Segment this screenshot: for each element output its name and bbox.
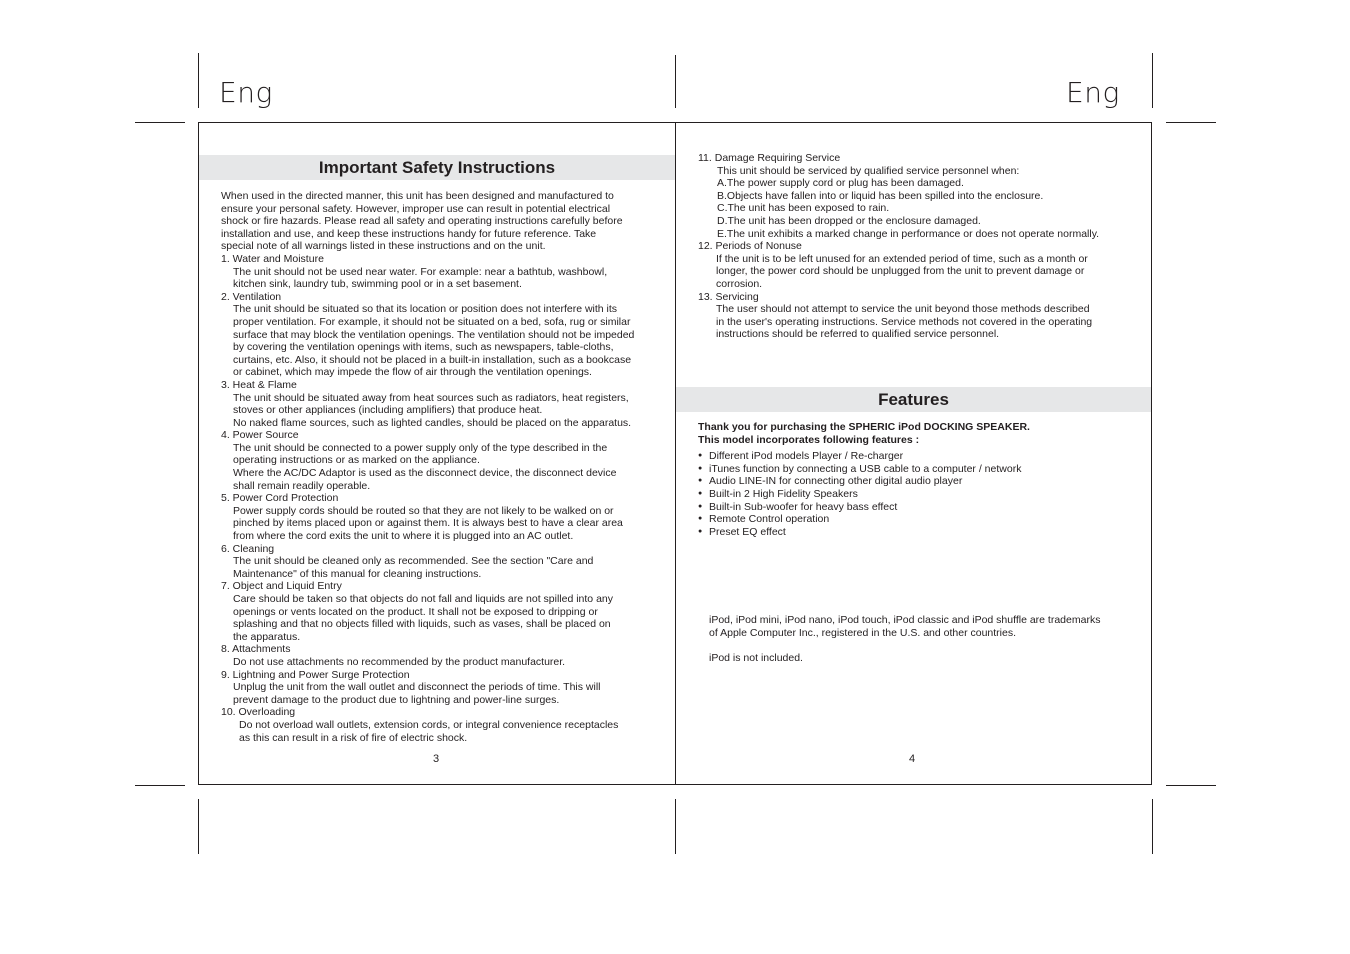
crop-mark (135, 785, 185, 786)
list-item: ● Different iPod models Player / Re-charger (698, 450, 1143, 463)
crop-mark (1166, 785, 1216, 786)
ipod-not-included-note: iPod is not included. (709, 651, 803, 664)
section-cleaning: 6. Cleaning The unit should be cleaned only as recommended. See the section "Care and Maintenance" of this manual for cleaning instructions. (221, 542, 594, 580)
section-lightning: 9. Lightning and Power Surge Protection Unplug the unit from the wall outlet and disconnect the periods of time. This will prevent damage to the product due to lightning and power-line surges. (221, 668, 601, 706)
crop-mark (135, 122, 185, 123)
section-servicing: 13. Servicing The user should not attempt to service the unit beyond those methods described in the user's operating instructions. Service methods not covered in the operating instructions should be referred to qualified service personnel. (698, 290, 1093, 341)
features-intro: Thank you for purchasing the SPHERIC iPod DOCKING SPEAKER. (698, 421, 1030, 433)
section-water-moisture: 1. Water and Moisture The unit should not be used near water. For example: near a bathtub, washbowl, kitchen sink, laundry tub, swimming pool or in a set basement. (221, 252, 608, 291)
crop-mark (675, 55, 676, 108)
safety-intro: When used in the directed manner, this unit has been designed and manufactured to ensure your personal safety. However, improper use can result in potential electrical shock or fire hazards. Please read all safety and operating instructions carefully before installation and use, and keep these instructions handy for future reference. Take special note of all warnings listed in these instructions and on the unit. (221, 190, 623, 253)
list-item: ● Audio LINE-IN for connecting other digital audio player (698, 475, 1143, 488)
section-object-liquid: 7. Object and Liquid Entry Care should be taken so that objects do not fall and liquids are not spilled into any openings or vents located on the product. It shall not be exposed to dripping or splashing and that no objects filled with liquids, such as vases, shall be placed on the apparatus. (221, 580, 613, 643)
features-content (698, 421, 1143, 538)
page-number-right: 4 (909, 753, 916, 765)
list-item: ● Built-in 2 High Fidelity Speakers (698, 488, 1143, 501)
section-overloading: 10. Overloading Do not overload wall outlets, extension cords, or integral convenience receptacles as this can result in a risk of fire of electric shock. (221, 706, 619, 744)
features-title: Features (676, 387, 1151, 412)
language-label-right: Eng (1066, 76, 1120, 109)
features-list (698, 450, 1143, 538)
language-label-left: Eng (219, 76, 273, 109)
crop-mark (198, 799, 199, 854)
list-item: ● Preset EQ effect (698, 526, 1143, 539)
list-item: ● Remote Control operation (698, 513, 1143, 526)
page-number-left: 3 (433, 753, 440, 765)
crop-mark (675, 799, 676, 854)
safety-title: Important Safety Instructions (199, 155, 675, 180)
page-divider (675, 122, 676, 785)
safety-content (221, 190, 671, 744)
crop-mark (1152, 799, 1153, 854)
service-content (698, 152, 1143, 341)
trademark-notice: iPod, iPod mini, iPod nano, iPod touch, iPod classic and iPod shuffle are trademarks of Apple Computer Inc., registered in the U.S. and other countries. iPod is not included. (709, 614, 1149, 664)
list-item: ● iTunes function by connecting a USB cable to a computer / network (698, 463, 1143, 476)
section-attachments: 8. Attachments Do not use attachments no recommended by the product manufacturer. (221, 643, 566, 668)
features-intro: This model incorporates following features : (698, 433, 920, 446)
list-item: ● Built-in Sub-woofer for heavy bass effect (698, 501, 1143, 514)
section-power-cord: 5. Power Cord Protection Power supply cords should be routed so that they are not likely to be walked on or pinched by items placed upon or against them. It is always best to have a clear area from where the cord exits the unit to where it is plugged into an AC outlet. (221, 492, 623, 543)
section-power-source: 4. Power Source The unit should be connected to a power supply only of the type described in the operating instructions or as marked on the appliance. Where the AC/DC Adaptor is used as the disconnect device, the disconnect device shall remain readily operable. (221, 429, 617, 492)
section-ventilation: 2. Ventilation The unit should be situated so that its location or position does not interfere with its proper ventilation. For example, it should not be situated on a bed, sofa, rug or similar surface that may block the ventilation openings. The ventilation should not be impeded by covering the ventilation openings with items, such as newspapers, table-cloths, curtains, etc. Also, it should not be placed in a built-in installation, such as a bookcase or cabinet, which may impede the flow of air through the ventilation openings. (221, 290, 635, 379)
crop-mark (198, 53, 199, 108)
section-nonuse: 12. Periods of Nonuse If the unit is to be left unused for an extended period of time, such as a month or longer, the power cord should be unplugged from the unit to prevent damage or corrosion. (698, 240, 1088, 290)
section-damage-service: 11. Damage Requiring Service This unit should be serviced by qualified service personnel when: A.The power supply cord or plug has been damaged. B.Objects have fallen into or liquid has been spilled into the enclosure. C.The unit has been exposed to rain. D.The unit has been dropped or the enclosure damaged. E.The unit exhibits a marked change in performance or does not operate normally. (698, 152, 1100, 240)
crop-mark (1152, 53, 1153, 108)
section-heat-flame: 3. Heat & Flame The unit should be situated away from heat sources such as radiators, heat registers, stoves or other appliances (including amplifiers) that produce heat. No naked flame sources, such as lighted candles, should be placed on the apparatus. (221, 378, 632, 429)
crop-mark (1166, 122, 1216, 123)
